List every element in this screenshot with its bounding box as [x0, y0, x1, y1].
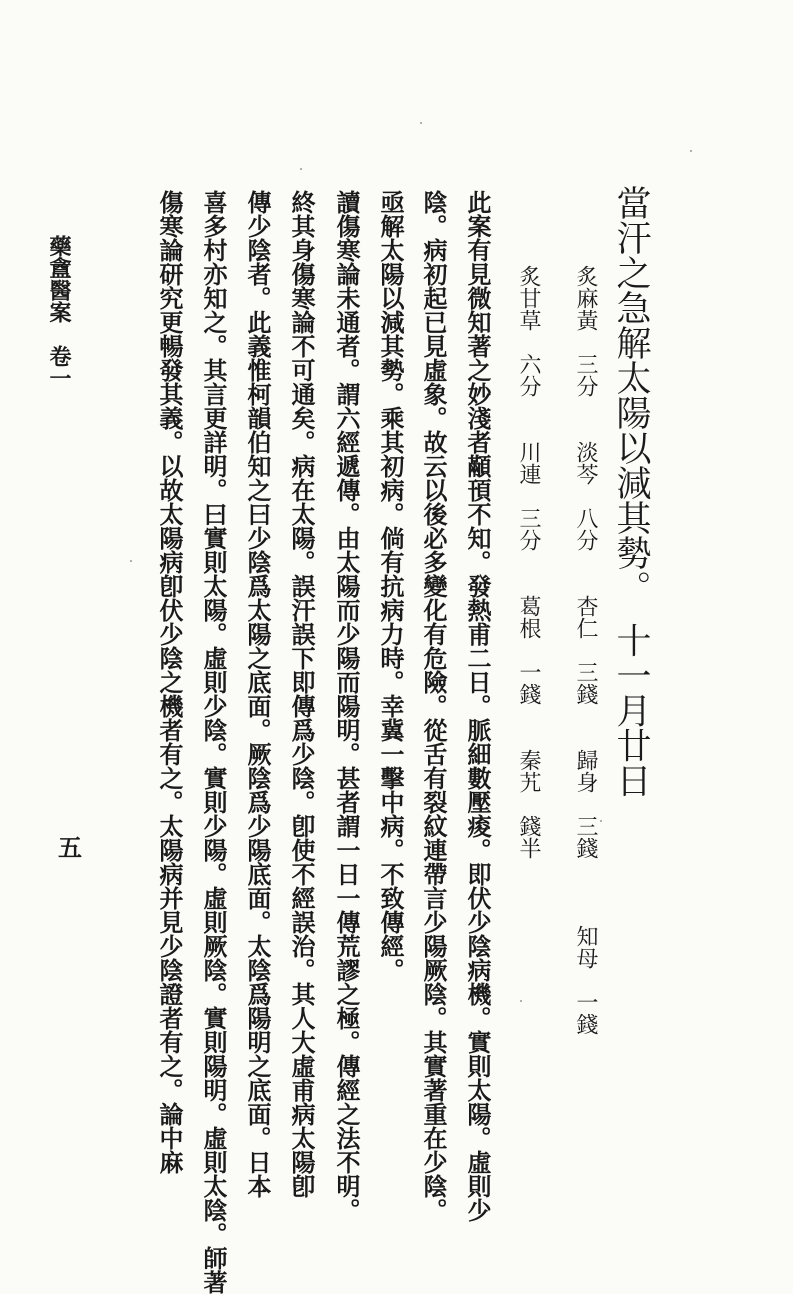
scan-speck — [600, 820, 602, 822]
prescription-row-2: 炙甘草 六分 川連 三分 葛根 一錢 秦艽 錢半 — [516, 265, 541, 859]
case-title: 當汗之急解太陽以減其勢。 十一月廿日 — [611, 185, 651, 798]
scan-speck — [130, 560, 132, 562]
scan-speck — [690, 150, 692, 152]
body-line-2: 陰。病初起已見虛象。故云以後必多變化有危險。從舌有裂紋連帶言少陽厥陰。其實著重在少陰。 — [419, 190, 448, 1222]
scan-speck — [520, 1000, 522, 1002]
body-line-3: 亟解太陽以減其勢。乘其初病。倘有抗病力時。幸冀一擊中病。不致傳經。 — [376, 190, 405, 982]
scan-speck — [300, 168, 302, 170]
body-line-4: 讀傷寒論未通者。謂六經遞傳。由太陽而少陽而陽明。甚者謂一日一傳荒謬之極。傳經之法不明。 — [332, 190, 361, 1222]
scan-speck — [420, 122, 422, 124]
prescription-row-1: 炙麻黃 三分 淡芩 八分 杏仁 三錢 歸身 三錢 知母 一錢 — [573, 265, 598, 1035]
body-line-8: 傷寒論研究更暢發其義。以故太陽病卽伏少陰之機者有之。太陽病并見少陰證者有之。論中麻 — [155, 190, 184, 1174]
running-footer: 藥盦醫案 卷一 — [46, 235, 72, 389]
page-number: 五 — [58, 833, 82, 862]
body-line-7: 喜多村亦知之。其言更詳明。曰實則太陽。虛則少陰。實則少陽。虛則厥陰。實則陽明。虛則太陰。師著 — [199, 190, 228, 1294]
body-line-6: 傳少陰者。此義惟柯韻伯知之曰少陰爲太陽之底面。厥陰爲少陽底面。太陰爲陽明之底面。日本 — [243, 190, 272, 1198]
body-line-5: 終其身傷寒論不可通矣。病在太陽。誤汗誤下即傳爲少陰。卽使不經誤治。其人大虛甫病太陽卽 — [287, 190, 316, 1198]
body-line-1: 此案有見微知著之妙淺者顢頇不知。發熱甫二日。脈細數壓痠。即伏少陰病機。實則太陽。虛則少 — [463, 190, 492, 1222]
